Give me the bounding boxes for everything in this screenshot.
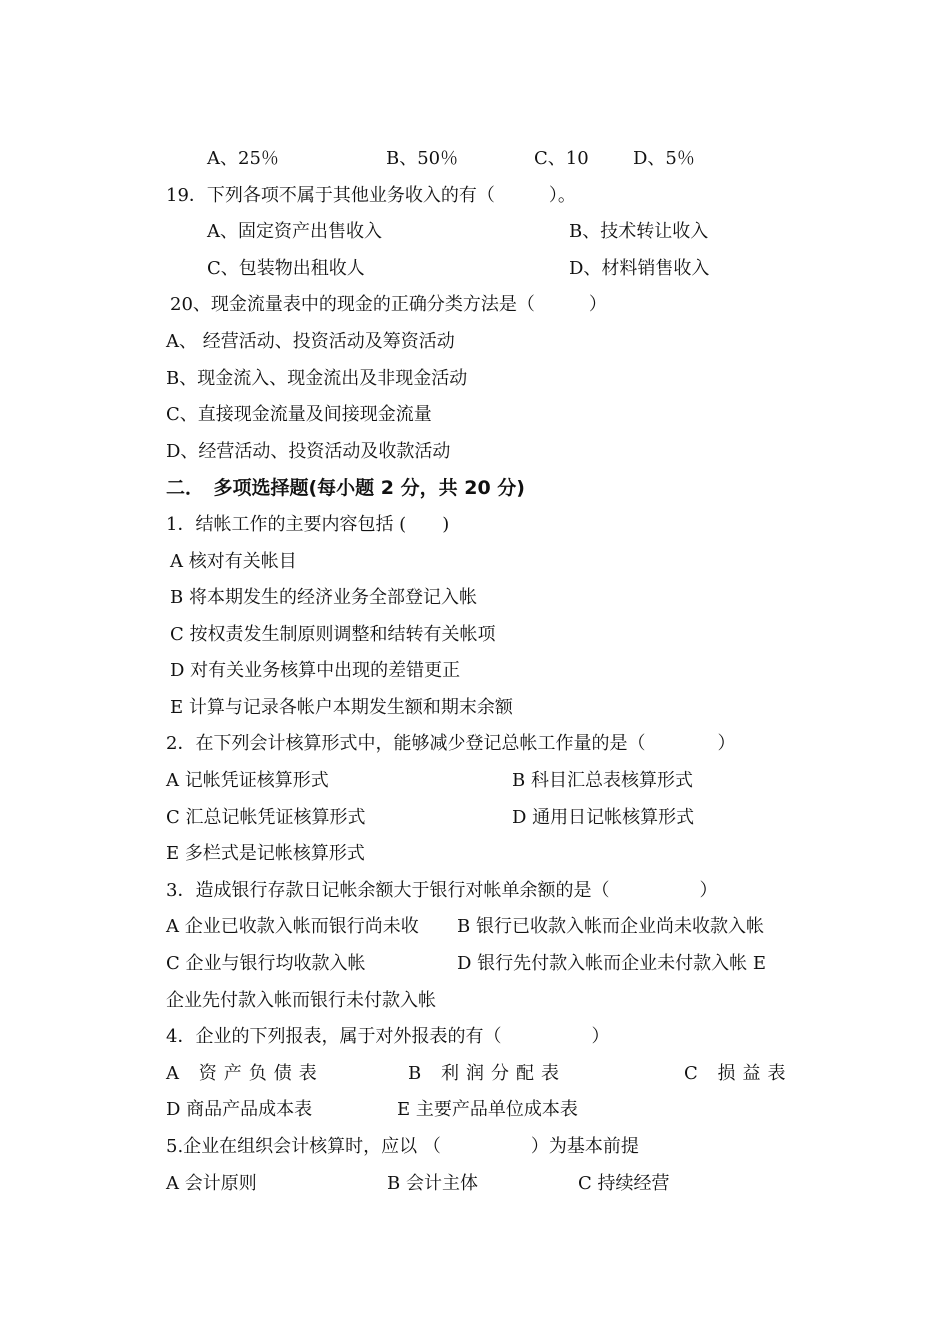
m2-option-b: B 科目汇总表核算形式	[512, 770, 693, 791]
q19-stem: 19．下列各项不属于其他业务收入的有（ ）。	[166, 185, 576, 206]
q19-option-b: B、技术转让收入	[569, 221, 709, 242]
q18-option-d: D、5％	[633, 148, 695, 169]
m1-option-c: C 按权责发生制原则调整和结转有关帐项	[170, 624, 496, 645]
m3-option-e: 企业先付款入帐而银行未付款入帐	[166, 990, 436, 1011]
m2-option-d: D 通用日记帐核算形式	[512, 807, 695, 828]
q19-option-d: D、材料销售收入	[569, 258, 710, 279]
m3-stem: 3．造成银行存款日记帐余额大于银行对帐单余额的是（ ）	[166, 880, 718, 901]
m3-option-d: D 银行先付款入帐而企业未付款入帐 E	[457, 953, 767, 974]
m5-option-a: A 会计原则	[166, 1173, 257, 1194]
m3-option-c: C 企业与银行均收款入帐	[166, 953, 366, 974]
q20-option-c: C、直接现金流量及间接现金流量	[166, 404, 432, 425]
m2-option-e: E 多栏式是记帐核算形式	[166, 843, 365, 864]
m3-option-a: A 企业已收款入帐而银行尚未收	[166, 916, 419, 937]
m3-option-b: B 银行已收款入帐而企业尚未收款入帐	[457, 916, 764, 937]
m2-option-c: C 汇总记帐凭证核算形式	[166, 807, 366, 828]
m1-option-e: E 计算与记录各帐户本期发生额和期末余额	[170, 697, 513, 718]
m4-option-b: B 利润分配表	[408, 1063, 566, 1084]
m5-stem: 5.企业在组织会计核算时，应以 （ ）为基本前提	[166, 1136, 639, 1157]
m1-option-a: A 核对有关帐目	[170, 551, 297, 572]
q20-stem: 20、现金流量表中的现金的正确分类方法是（ ）	[170, 294, 607, 315]
m4-option-e: E 主要产品单位成本表	[397, 1099, 578, 1120]
m5-option-b: B 会计主体	[387, 1173, 478, 1194]
m4-option-d: D 商品产品成本表	[166, 1099, 313, 1120]
q20-option-a: A、 经营活动、投资活动及筹资活动	[166, 331, 455, 352]
q20-option-d: D、经营活动、投资活动及收款活动	[166, 441, 451, 462]
q18-option-a: A、25％	[207, 148, 279, 169]
m2-option-a: A 记帐凭证核算形式	[166, 770, 329, 791]
q19-option-a: A、固定资产出售收入	[207, 221, 382, 242]
m1-stem: 1．结帐工作的主要内容包括 ( )	[166, 514, 450, 535]
q19-option-c: C、包装物出租收人	[207, 258, 365, 279]
m2-stem: 2．在下列会计核算形式中，能够减少登记总帐工作量的是（ ）	[166, 733, 736, 754]
m4-option-a: A 资产负债表	[166, 1063, 324, 1084]
q18-option-c: C、10	[534, 148, 589, 169]
q20-option-b: B、现金流入、现金流出及非现金活动	[166, 368, 468, 389]
m5-option-c: C 持续经营	[578, 1173, 670, 1194]
m1-option-d: D 对有关业务核算中出现的差错更正	[170, 660, 461, 681]
section-heading: 二． 多项选择题(每小题 2 分，共 20 分)	[166, 477, 525, 499]
m4-option-c: C 损益表	[684, 1063, 793, 1084]
m1-option-b: B 将本期发生的经济业务全部登记入帐	[170, 587, 477, 608]
m4-stem: 4．企业的下列报表，属于对外报表的有（ ）	[166, 1026, 610, 1047]
q18-option-b: B、50％	[386, 148, 459, 169]
